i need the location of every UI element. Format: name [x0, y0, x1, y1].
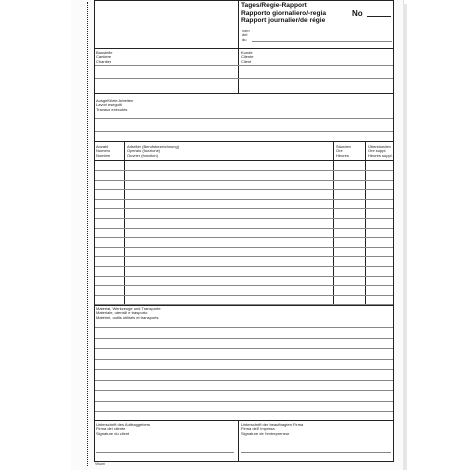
qty-header-it: Numero: [96, 148, 111, 154]
date-label-it: del: [242, 32, 248, 38]
materials-row[interactable]: [95, 338, 393, 339]
table-row[interactable]: [95, 228, 393, 229]
site-label-it: Cantiere: [96, 54, 112, 60]
client-signature-de: Unterschrift des Auftraggebers: [96, 422, 151, 427]
table-row[interactable]: [95, 266, 393, 267]
site-label-fr: Chantier: [96, 58, 112, 64]
hours-header-fr: Heures: [336, 152, 349, 158]
signature-divider: [238, 420, 239, 462]
table-header-rule: [94, 160, 394, 161]
materials-bottom-rule: [94, 420, 394, 421]
table-row[interactable]: [95, 218, 393, 219]
site-row-2[interactable]: [95, 78, 393, 79]
materials-row[interactable]: [95, 359, 393, 360]
title-it: Rapporto giornaliero/-regia: [241, 9, 326, 17]
customer-label-de: Kunde: [241, 50, 253, 55]
site-customer-divider: [238, 48, 239, 93]
customer-label-fr: Client: [241, 58, 252, 64]
overtime-header-it: Ore suppl.: [368, 148, 387, 154]
hours-header: [336, 145, 351, 158]
table-row[interactable]: [95, 285, 393, 286]
hours-header-it: Ore: [336, 148, 343, 154]
materials-row[interactable]: [95, 327, 393, 328]
work-label-fr: Travaux exécutés: [96, 106, 128, 112]
materials-labels: [96, 307, 161, 320]
client-signature-labels: [96, 423, 150, 436]
site-label-de: Baustelle: [96, 50, 113, 55]
client-signature-fr: Signature du client: [96, 430, 130, 436]
materials-row[interactable]: [95, 369, 393, 370]
hours-header-de: Stunden: [336, 144, 351, 149]
table-row[interactable]: [95, 256, 393, 257]
table-col-divider-1: [124, 141, 125, 305]
work-row-1[interactable]: [95, 118, 393, 119]
foreman-signature-fr: Signature de l'entrepreneur: [241, 430, 290, 436]
qty-header: [96, 145, 110, 158]
overtime-header-fr: Heures suppl.: [368, 152, 393, 158]
materials-label-it: Materiale, utensili e trasporto: [96, 310, 148, 316]
title-fr: Rapport journalier/de régie: [241, 17, 326, 24]
report-title: [241, 2, 326, 25]
table-row[interactable]: [95, 189, 393, 190]
customer-labels: [241, 51, 253, 64]
number-label: No: [352, 9, 363, 18]
table-row[interactable]: [95, 208, 393, 209]
site-labels: [96, 51, 112, 64]
foreman-signature-de: Unterschrift der beauftragten Firma: [241, 422, 304, 427]
overtime-header-de: Überstunden: [368, 144, 391, 149]
table-row[interactable]: [95, 237, 393, 238]
number-field[interactable]: [367, 16, 391, 17]
worker-header: [127, 145, 179, 158]
table-col-divider-2: [333, 141, 334, 305]
worker-header-de: Arbeiter (Berufsbezeichnung): [127, 144, 180, 149]
table-row[interactable]: [95, 180, 393, 181]
work-bottom-rule: [94, 141, 394, 142]
materials-label-fr: Matériel, outils utilisés et transports: [96, 314, 159, 320]
customer-label-it: Cliente: [241, 54, 254, 60]
header-divider: [238, 0, 239, 48]
header-bottom-rule: [94, 48, 394, 49]
table-row[interactable]: [95, 295, 393, 296]
title-de: Tages/Regie-Rapport: [241, 2, 307, 9]
materials-row[interactable]: [95, 411, 393, 412]
worker-header-fr: Ouvrier (fonction): [127, 152, 158, 158]
materials-label-de: Material, Werkzeuge und Transporte: [96, 306, 161, 311]
client-signature-field[interactable]: [96, 452, 234, 453]
date-label-de: vom: [242, 28, 250, 33]
foreman-signature-field[interactable]: [241, 452, 391, 453]
table-row[interactable]: [95, 199, 393, 200]
materials-row[interactable]: [95, 348, 393, 349]
client-signature-it: Firma del cliente: [96, 426, 126, 432]
work-label-de: Ausgeführte Arbeiten: [96, 98, 134, 103]
work-labels: [96, 99, 133, 112]
date-labels: [242, 29, 250, 42]
visum-label: Visum: [95, 462, 105, 466]
materials-row[interactable]: [95, 401, 393, 402]
overtime-header: [368, 145, 393, 158]
date-field[interactable]: [252, 41, 392, 42]
work-row-2[interactable]: [95, 131, 393, 132]
form-frame: [94, 0, 394, 462]
work-label-it: Lavori eseguiti: [96, 102, 122, 108]
table-row[interactable]: [95, 170, 393, 171]
site-bottom-rule: [94, 93, 394, 94]
worker-header-it: Operaio (funzione): [127, 148, 161, 154]
table-row[interactable]: [95, 276, 393, 277]
site-row-1[interactable]: [95, 65, 393, 66]
date-label-fr: du: [242, 36, 247, 42]
perforation-line: [87, 2, 88, 466]
materials-row[interactable]: [95, 390, 393, 391]
materials-row[interactable]: [95, 380, 393, 381]
foreman-signature-labels: [241, 423, 303, 436]
foreman-signature-it: Firma dell' impresa: [241, 426, 275, 432]
qty-header-de: Anzahl: [96, 144, 109, 149]
table-row[interactable]: [95, 247, 393, 248]
table-col-divider-3: [365, 141, 366, 305]
qty-header-fr: Nombre: [96, 152, 111, 158]
